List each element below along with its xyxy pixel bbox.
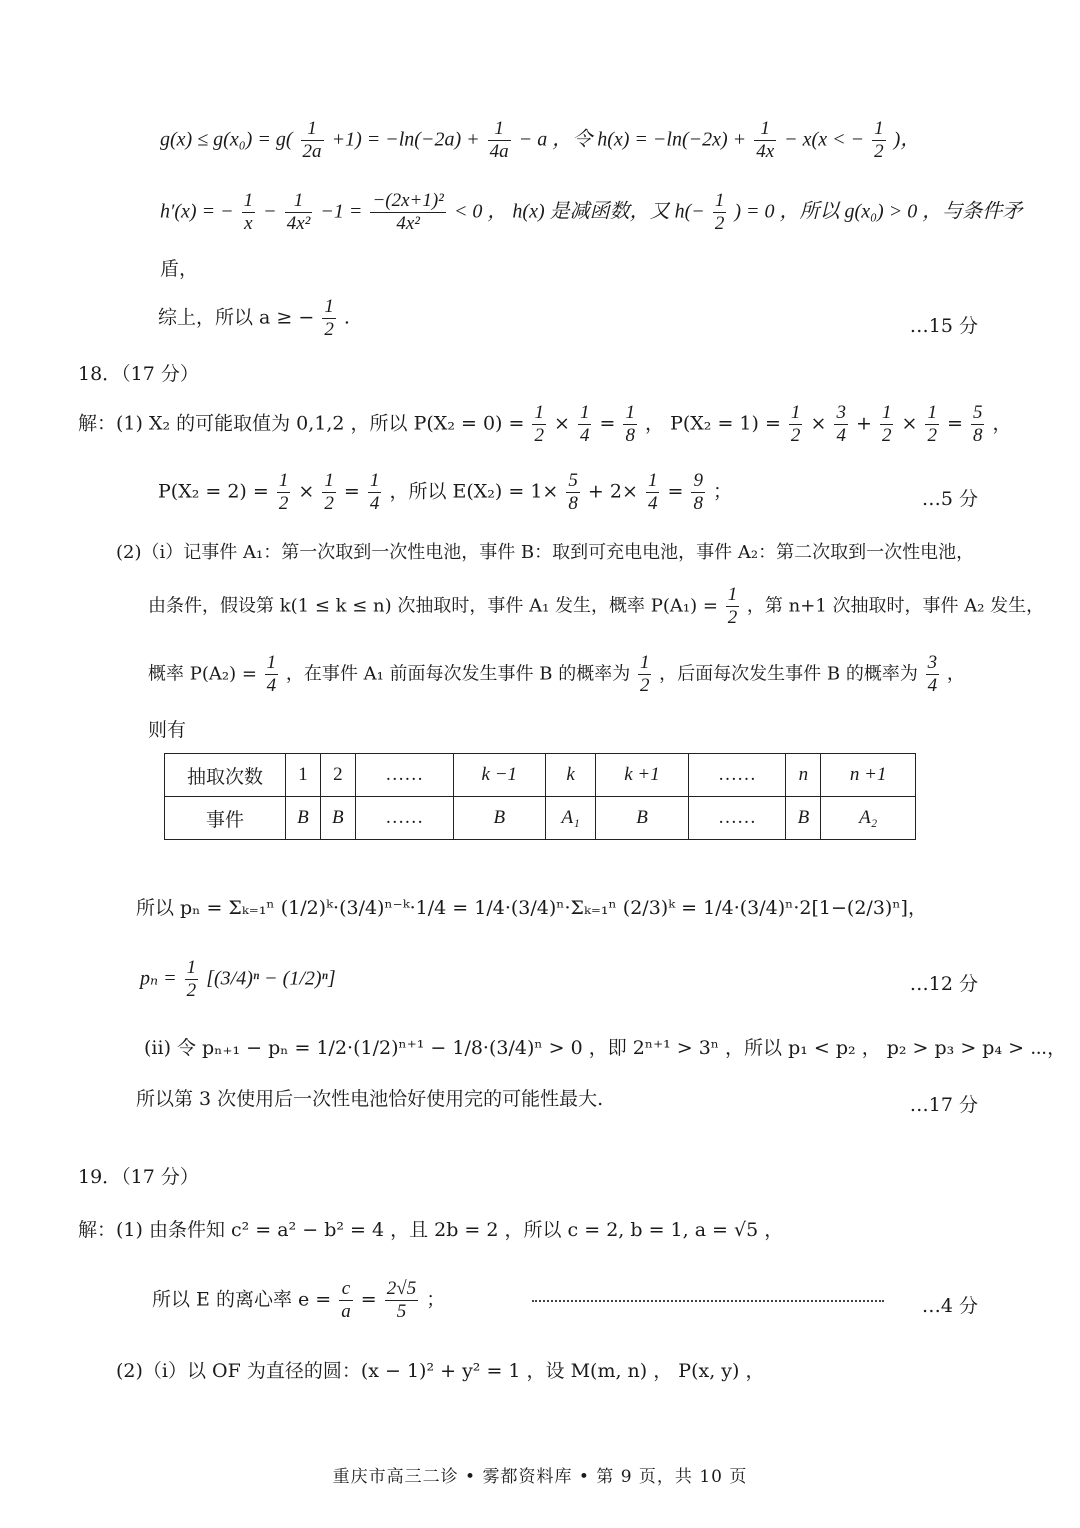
fraction: $\frac{1}{2}$ bbox=[927, 402, 937, 446]
q19-header: 19．（17 分） bbox=[78, 1166, 199, 1188]
q19-line-3: (2)（i）以 OF 为直径的圆：(x − 1)² + y² = 1 ，设 M(m, n) ， P(x, y) ， bbox=[116, 1360, 765, 1382]
q18-line-10: 所以第 3 次使用后一次性电池恰好使用完的可能性最大. bbox=[136, 1088, 604, 1110]
fraction: $\frac{\text{−(2x+1)²}}{\text{4x²}}$ bbox=[372, 190, 444, 234]
fraction: $\frac{1}{4}$ bbox=[266, 652, 277, 696]
score-mark: …15 分 bbox=[909, 315, 978, 337]
q18-line-1: 解：(1) X₂ 的可能取值为 0,1,2 ，所以 P(X₂ = 0) = $\frac{1}{2}$ × $\frac{1}{4}$ = $\frac{1}{8}$ ， P(X₂ = 1) = $\frac{1}{2}$ × $\frac{3}{4}$ + $\frac{1}{2}$ × $\frac{1}{2}$ = $\frac{5}{8}$ ， bbox=[78, 402, 1012, 446]
fraction: $\frac{3}{4}$ bbox=[927, 652, 938, 696]
event-table bbox=[164, 753, 916, 840]
fraction: $\frac{1}{2}$ bbox=[727, 584, 738, 628]
q18-line-5: 概率 P(A₂) = $\frac{1}{4}$ ，在事件 A₁ 前面每次发生事件 B 的概率为 $\frac{1}{2}$ ，后面每次发生事件 B 的概率为 $\frac{3}{4}$ ， bbox=[148, 652, 965, 696]
table-row: 抽取次数 1 2 …… k −1 k k +1 …… n n +1 bbox=[165, 754, 916, 797]
fraction: $\frac{c}{a}$ bbox=[341, 1278, 351, 1322]
fraction: $\frac{1}{x}$ bbox=[243, 190, 254, 234]
fraction: $\frac{1}{4a}$ bbox=[489, 118, 509, 162]
q17-line-3: 盾， bbox=[160, 258, 199, 280]
fraction: $\frac{1}{4x}$ bbox=[756, 118, 775, 162]
fraction: $\frac{1}{2}$ bbox=[874, 118, 884, 162]
dotted-leader bbox=[532, 1300, 884, 1302]
fraction: $\frac{5}{8}$ bbox=[972, 402, 983, 446]
fraction: $\frac{9}{8}$ bbox=[693, 470, 703, 514]
page-footer: 重庆市高三二诊 • 雾都资料库 • 第 9 页，共 10 页 bbox=[332, 1467, 748, 1487]
fraction: $\frac{5}{8}$ bbox=[568, 470, 578, 514]
q19-line-2: 所以 E 的离心率 e = $\frac{c}{a}$ = $\frac{2√5}{5}$ ； bbox=[152, 1278, 446, 1322]
fraction: $\frac{2√5}{5}$ bbox=[386, 1278, 417, 1322]
fraction: $\frac{1}{4}$ bbox=[647, 470, 658, 514]
q18-line-3: (2)（i）记事件 A₁：第一次取到一次性电池，事件 B：取到可充电电池，事件 A₂：第二次取到一次性电池， bbox=[116, 542, 975, 563]
q18-line-4: 由条件，假设第 k(1 ≤ k ≤ n) 次抽取时，事件 A₁ 发生，概率 P(A₁) = $\frac{1}{2}$ ，第 n+1 次抽取时，事件 A₂ 发生， bbox=[148, 584, 1045, 628]
fraction: $\frac{1}{4}$ bbox=[579, 402, 590, 446]
fraction: $\frac{1}{2}$ bbox=[714, 190, 725, 234]
q18-line-6: 则有 bbox=[148, 719, 187, 741]
score-mark: …5 分 bbox=[921, 488, 978, 510]
fraction: $\frac{1}{2a}$ bbox=[302, 118, 322, 162]
fraction: $\frac{1}{2}$ bbox=[324, 296, 334, 340]
fraction: $\frac{1}{2}$ bbox=[186, 957, 197, 1001]
q18-line-8: pₙ = $\frac{1}{2}$ [(3/4)ⁿ − (1/2)ⁿ] bbox=[140, 957, 336, 1001]
fraction: $\frac{1}{2}$ bbox=[278, 470, 289, 514]
fraction: $\frac{1}{2}$ bbox=[639, 652, 650, 696]
fraction: $\frac{1}{2}$ bbox=[881, 402, 892, 446]
q18-line-9: (ii) 令 pₙ₊₁ − pₙ = 1/2·(1/2)ⁿ⁺¹ − 1/8·(3/4)ⁿ > 0 ，即 2ⁿ⁺¹ > 3ⁿ ，所以 p₁ < p₂ ， p₂ > p₃ > p₄ > ⋯， bbox=[144, 1037, 1067, 1059]
q19-line-1: 解：(1) 由条件知 c² = a² − b² = 4 ，且 2b = 2 ，所以 c = 2, b = 1, a = √5 ， bbox=[78, 1219, 784, 1241]
q17-line-2: h′(x) = − $\frac{1}{x}$ − $\frac{1}{\text{4x²}}$ −1 = $\frac{\text{−(2x+1)²}}{\text{4x²}}$ < 0 ， h(x) 是减函数，又 h(− $\frac{1}{2}$ ) = 0 ，所以 g(x₀) > 0 ，与条件矛 bbox=[160, 190, 1023, 234]
q18-header: 18．（17 分） bbox=[78, 363, 199, 385]
fraction: $\frac{3}{4}$ bbox=[836, 402, 846, 446]
score-mark: …17 分 bbox=[909, 1094, 978, 1116]
q18-line-2: P(X₂ = 2) = $\frac{1}{2}$ × $\frac{1}{2}$ = $\frac{1}{4}$ ，所以 E(X₂) = 1× $\frac{5}{8}$ + 2× $\frac{1}{4}$ = $\frac{9}{8}$ ； bbox=[158, 470, 733, 514]
table-row: 事件 B B …… B A₁ B …… B A₂ bbox=[165, 797, 916, 840]
fraction: $\frac{1}{4}$ bbox=[369, 470, 380, 514]
q17-line-4: 综上，所以 a ≥ − $\frac{1}{2}$ . bbox=[158, 296, 350, 340]
score-mark: …4 分 bbox=[921, 1295, 978, 1317]
score-mark: …12 分 bbox=[909, 973, 978, 995]
q18-line-7: 所以 pₙ = Σₖ₌₁ⁿ (1/2)ᵏ·(3/4)ⁿ⁻ᵏ·1/4 = 1/4·(3/4)ⁿ·Σₖ₌₁ⁿ (2/3)ᵏ = 1/4·(3/4)ⁿ·2[1−(2/3)ⁿ]， bbox=[136, 897, 927, 919]
fraction: $\frac{1}{\text{4x²}}$ bbox=[286, 190, 311, 234]
fraction: $\frac{1}{8}$ bbox=[625, 402, 635, 446]
fraction: $\frac{1}{2}$ bbox=[324, 470, 334, 514]
q17-line-1: g(x) ≤ g(x₀) = g( $\frac{1}{2a}$ +1) = −ln(−2a) + $\frac{1}{4a}$ − a ，令 h(x) = −ln(−2x) + $\frac{1}{4x}$ − x(x < − $\frac{1}{2}$ )， bbox=[160, 118, 921, 162]
fraction: $\frac{1}{2}$ bbox=[534, 402, 544, 446]
fraction: $\frac{1}{2}$ bbox=[790, 402, 801, 446]
